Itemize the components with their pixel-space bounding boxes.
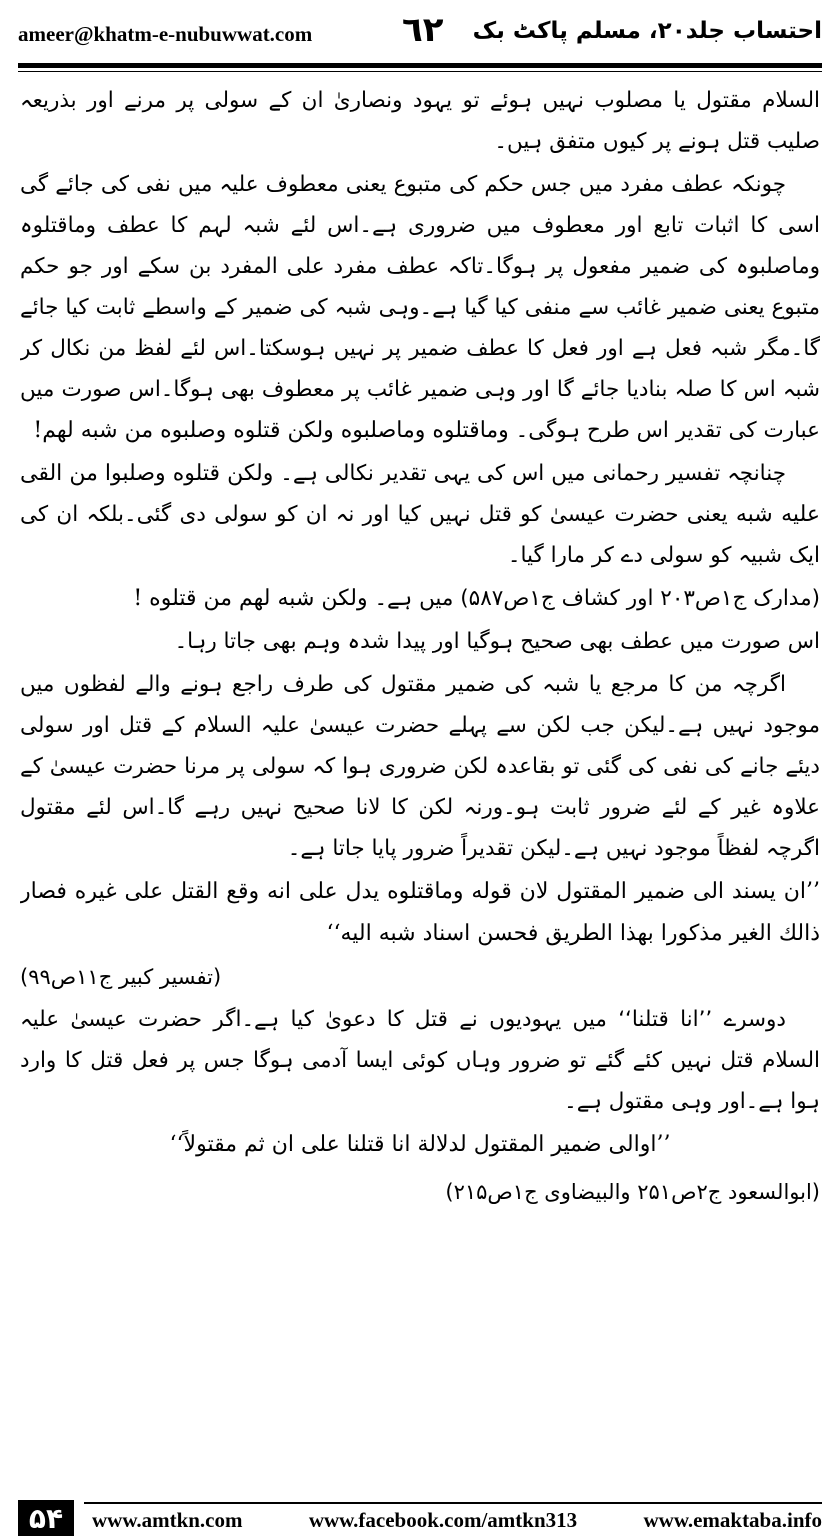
paragraph-3-text: چنانچہ تفسیر رحمانی میں اس کی یہی تقدیر نکالی ہے۔ <box>280 461 787 486</box>
page-footer <box>18 1500 822 1536</box>
header-page-number: ٦٢ <box>402 10 444 50</box>
header-rule-thick <box>18 63 822 68</box>
arabic-phrase-3: ولكن شبه لهم من قتلوه ! <box>133 586 368 611</box>
citation-kabir-line <box>20 957 820 997</box>
header-book-title: احتساب جلد۲۰، مسلم پاکٹ بک <box>472 18 822 44</box>
paragraph-2-text: چونکہ عطف مفرد میں جس حکم کی متبوع یعنی معطوف علیہ میں نفی کی جائے گی اسی کا اثبات تابع اور معطوف میں ضروری ہے۔اس لئے شبہ لہم کا عطف وماقتلوہ وماصلبوہ کی ضمیر مفعول پر ہوگا۔تاکہ عطف مفرد علی المفرد بن سکے اور جو حکم متبوع یعنی ضمیر غائب سے منفی کیا گیا ہے۔وہی شبہ کی ضمیر کے واسطے ثابت کیا جائے گا۔مگر شبہ فعل ہے اور فعل کا عطف ضمیر پر نہیں ہوسکتا۔اس لئے لفظ من نکال کر شبہ اس کا صلہ بنادیا جائے گا اور وہی ضمیر غائب پر معطوف بھی ہوگا۔اس صورت میں عبارت کی تقدیر اس طرح ہوگی۔ <box>20 172 820 443</box>
paragraph-1: السلام مقتول یا مصلوب نہیں ہوئے تو یہود ونصاریٰ ان کے سولی پر مرنے اور بذریعہ صلیب قتل ہونے پر کیوں متفق ہیں۔ <box>20 88 820 154</box>
footer-page-number: ۵۴ <box>18 1500 74 1536</box>
page-body <box>20 80 820 1475</box>
paragraph-7: دوسرے ’’انا قتلنا‘‘ میں یہودیوں نے قتل کا دعویٰ کیا ہے۔اگر حضرت عیسیٰ علیہ السلام قتل نہیں کئے گئے تو ضرور وہاں کوئی ایسا آدمی ہوگا جس پر فعل قتل کا وارد ہوا ہے۔اور وہی مقتول ہے۔ <box>20 1007 820 1114</box>
citation-kabir: (تفسیر کبیر ج۱۱ص۹۹) <box>20 965 222 989</box>
footer-link-facebook[interactable]: www.facebook.com/amtkn313 <box>308 1508 578 1532</box>
arabic-phrase-2: ولكن قتلوه وصلبوا من القى عليه شبه <box>20 461 820 527</box>
paragraph-3-continuation: یعنی حضرت عیسیٰ کو قتل نہیں کیا اور نہ ان کو سولی دی گئی۔بلکہ ان کی ایک شبیہ کو سولی دے کر مارا گیا۔ <box>20 502 820 568</box>
arabic-quote-1: ’’ان يسند الى ضمير المقتول لان قوله وماقتلوه يدل على انه وقع القتل على غيره فصار ذالك الغير مذكورا بهذا الطريق فحسن اسناد شبه اليه‘‘ <box>20 879 820 946</box>
paragraph-3 <box>20 453 820 576</box>
footer-link-amtkn[interactable]: www.amtkn.com <box>92 1508 243 1532</box>
paragraph-2 <box>20 164 820 451</box>
page-header <box>18 8 822 64</box>
paragraph-6: اگرچہ من کا مرجع یا شبہ کی ضمیر مقتول کی طرف راجع ہونے والے لفظوں میں موجود نہیں ہے۔لیکن جب لکن سے پہلے حضرت عیسیٰ علیہ السلام کے قتل اور سولی دیئے جانے کی نفی کی گئی تو بقاعدہ لکن ضروری ہوا کہ سولی پر مرنا حضرت عیسیٰ کے علاوہ غیر کے لئے ضرور ثابت ہو۔ورنہ لکن کا لانا صحیح نہیں رہے گا۔اس لئے مقتول اگرچہ لفظاً موجود نہیں ہے۔لیکن تقدیراً ضرور پایا جاتا ہے۔ <box>20 672 820 861</box>
arabic-phrase-1: وماقتلوه وماصلبوه ولكن قتلوه وصلبوه من شبه لهم! <box>33 418 509 443</box>
citation-abussaud: (ابوالسعود ج۲ص۲۵۱ والبیضاوی ج۱ص۲۱۵) <box>445 1180 820 1204</box>
arabic-quote-2: ’’اوالى ضمير المقتول لدلالة انا قتلنا على ان ثم مقتولاً‘‘ <box>169 1132 671 1157</box>
footer-links <box>92 1508 822 1533</box>
paragraph-4 <box>20 578 820 619</box>
footer-rule <box>84 1502 822 1504</box>
paragraph-5: اس صورت میں عطف بھی صحیح ہوگیا اور پیدا شدہ وہم بھی جاتا رہا۔ <box>174 629 820 654</box>
header-email: ameer@khatm-e-nubuwwat.com <box>18 22 313 46</box>
footer-link-emaktaba[interactable]: www.emaktaba.info <box>643 1508 822 1532</box>
header-rule-thin <box>18 71 822 72</box>
citation-madarik: (مدارک ج۱ص۲۰۳ اور کشاف ج۱ص۵۸۷) میں ہے۔ <box>374 586 820 611</box>
